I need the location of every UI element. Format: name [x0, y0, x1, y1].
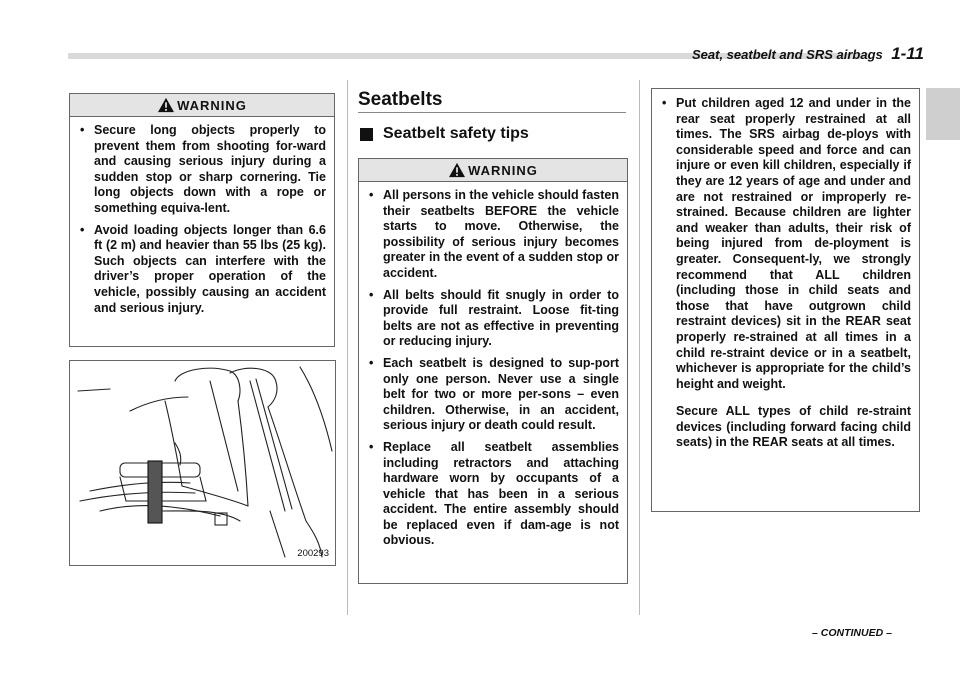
- warning-box-middle: [358, 158, 628, 584]
- warning-title: WARNING: [177, 97, 247, 113]
- seat-illustration: [69, 360, 336, 566]
- heading-rule: [358, 112, 626, 113]
- warning-header: [70, 94, 334, 117]
- warning-item: • Each seatbelt is designed to sup-port only one person. Never use a single belt for two or more per-sons – even children. Otherwise, in an accident, serious injury or death could result.: [383, 356, 619, 434]
- warning-item: • All belts should fit snugly in order to provide full restraint. Loose fit-ting belts are not as effective in preventing or reducing injury.: [383, 288, 619, 350]
- warning-box-left: [69, 93, 335, 347]
- warning-item: • Avoid loading objects longer than 6.6 ft (2 m) and heavier than 55 lbs (25 kg). Such objects can interfere with the driver’s proper operation of the vehicle, possibly causing an accident and serious injury.: [94, 223, 326, 317]
- warning-title: WARNING: [468, 162, 538, 178]
- page-number: 1-11: [891, 44, 924, 63]
- square-bullet-icon: [360, 128, 373, 141]
- warning-box-right: [651, 88, 920, 512]
- continued-marker: – CONTINUED –: [812, 627, 892, 639]
- warning-item: • All persons in the vehicle should fasten their seatbelts BEFORE the vehicle starts to move. Otherwise, the possibility of serious injury becomes greater in the event of a sudden stop or accident.: [383, 188, 619, 282]
- running-header: [692, 44, 922, 64]
- warning-header: [359, 159, 627, 182]
- column-divider: [347, 80, 348, 615]
- warning-list: [652, 89, 919, 404]
- warning-paragraph: Secure ALL types of child re-straint devices (including forward facing child seats) in the REAR seats at all times.: [676, 404, 911, 450]
- chapter-thumb-tab: [926, 88, 960, 140]
- warning-triangle-icon: [157, 97, 175, 113]
- section-heading: Seatbelts: [358, 89, 443, 110]
- warning-item: • Replace all seatbelt assemblies including retractors and attaching hardware worn by occupants of a vehicle that has been in a serious accident. The entire assembly should be replaced even if dam-age is not obvious.: [383, 440, 619, 549]
- figure-code: 200293: [297, 548, 329, 559]
- rear-seat-drawing: [70, 361, 335, 565]
- warning-list: [70, 117, 334, 328]
- warning-item: • Put children aged 12 and under in the rear seat properly restrained at all times. The SRS airbag de-ploys with considerable speed and force and can injure or even kill children, especially if they are 12 years of age and under and are not restrained or improperly re-strained. Because children are lighter and weaker than adults, their risk of being injured from de-ployment is greater. Consequent-ly, we strongly recommend that ALL children (including those in child seats and those that have outgrown child restraint devices) sit in the REAR seat properly re-strained at all times in a child re-straint device or in a seatbelt, whichever is appropriate for the child’s height and weight.: [676, 96, 911, 392]
- warning-item: • Secure long objects properly to prevent them from shooting for-ward and causing serious injury during a sudden stop or sharp cornering. Tie long objects down with a rope or something equiva-lent.: [94, 123, 326, 217]
- subsection-title: Seatbelt safety tips: [383, 125, 529, 142]
- warning-triangle-icon: [448, 162, 466, 178]
- warning-list: [359, 182, 627, 561]
- subsection-heading: [360, 125, 529, 143]
- section-title: Seat, seatbelt and SRS airbags: [692, 47, 883, 62]
- column-divider: [639, 80, 640, 615]
